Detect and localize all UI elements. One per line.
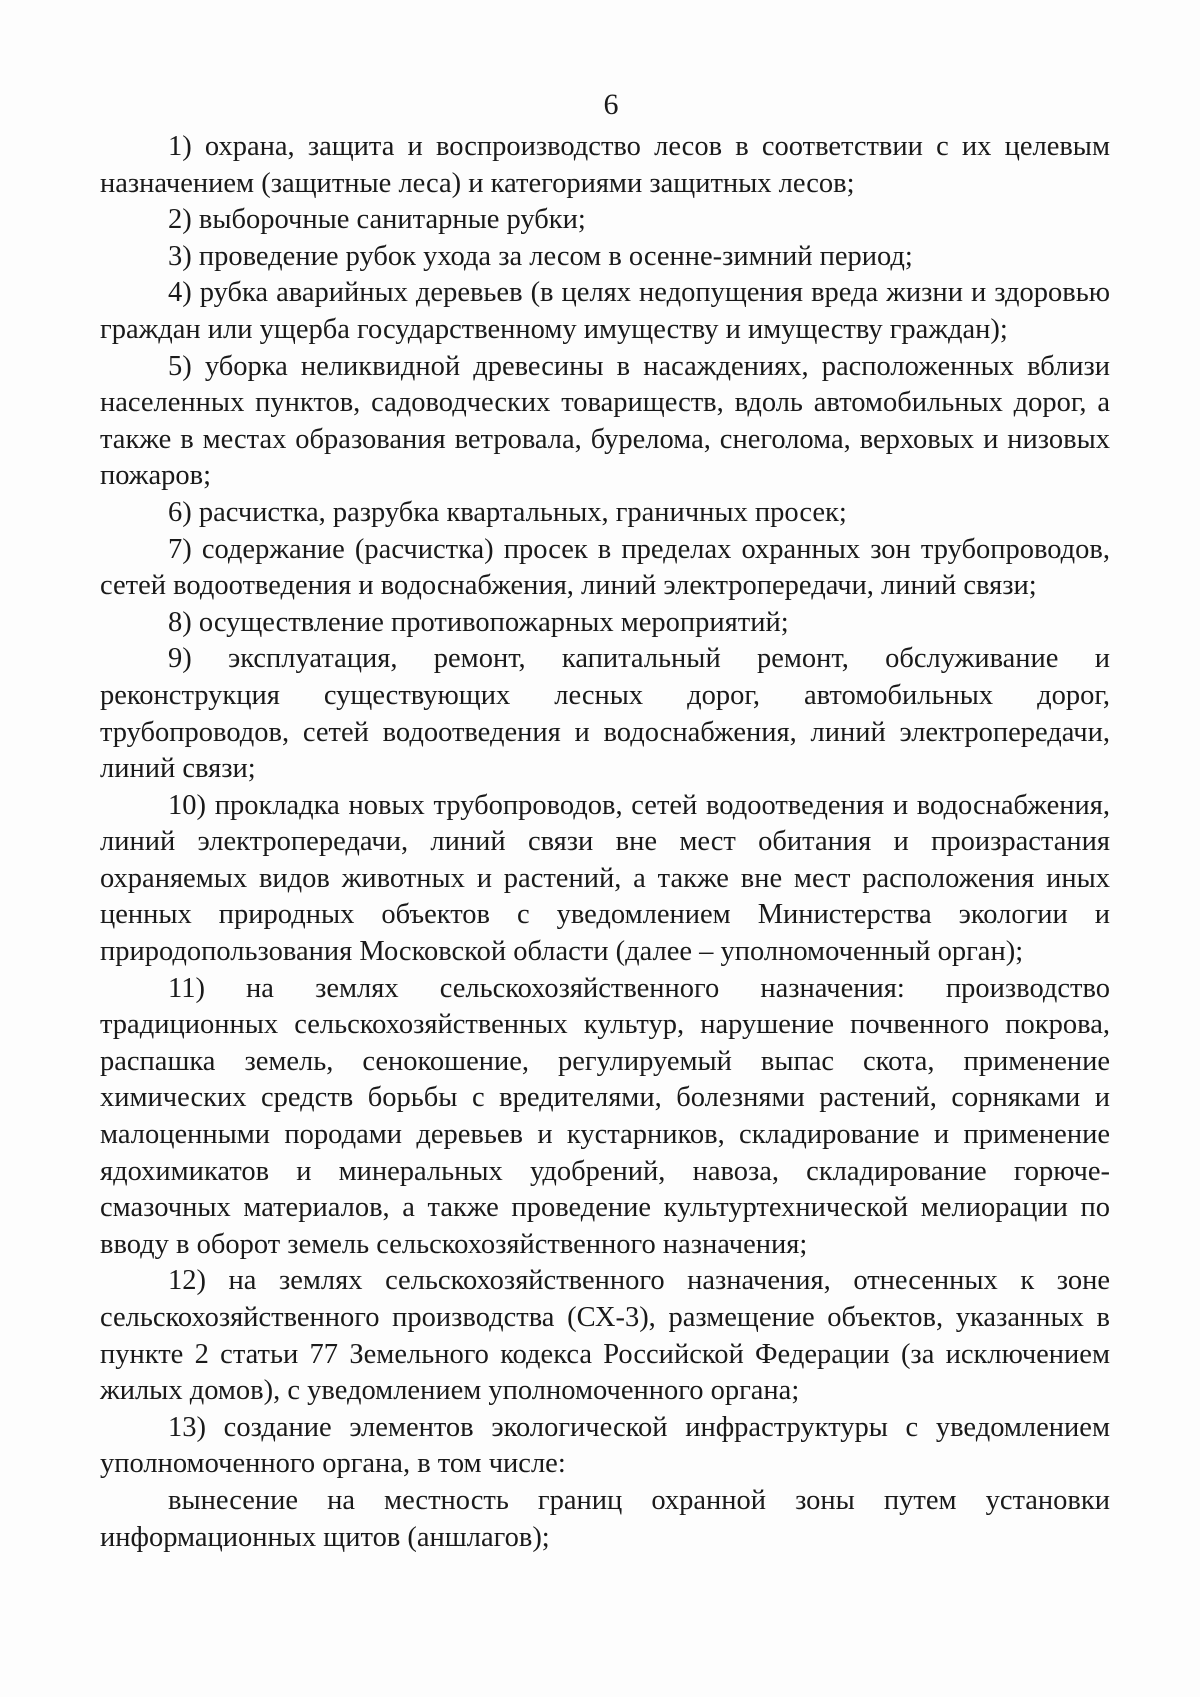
list-item-10: 10) прокладка новых трубопроводов, сетей водоотведения и водоснабжения, линий электропередачи, линий связи вне мест обитания и произрастания охраняемых видов животных и растений, а также вне мест расположения иных ценных природных объектов с уведомлением Министерства экологии и природопользования Московской области (далее – уполномоченный орган); xyxy=(100,789,1110,968)
list-item-4: 4) рубка аварийных деревьев (в целях недопущения вреда жизни и здоровью граждан или ущерба государственному имуществу и имуществу граждан); xyxy=(100,277,1110,345)
list-item-6: 6) расчистка, разрубка квартальных, граничных просек; xyxy=(168,496,847,528)
document-body xyxy=(100,129,1110,1556)
list-item-5: 5) уборка неликвидной древесины в насаждениях, расположенных вблизи населенных пунктов, садоводческих товариществ, вдоль автомобильных дорог, а также в местах образования ветровала, бурелома, снеголома, верховых и низовых пожаров; xyxy=(100,350,1110,492)
list-item-3: 3) проведение рубок ухода за лесом в осенне-зимний период; xyxy=(168,240,913,272)
list-item-13: 13) создание элементов экологической инфраструктуры с уведомлением уполномоченного органа, в том числе: xyxy=(100,1411,1110,1480)
list-item-7: 7) содержание (расчистка) просек в пределах охранных зон трубопроводов, сетей водоотведения и водоснабжения, линий электропередачи, линий связи; xyxy=(100,533,1110,602)
list-item-11: 11) на землях сельскохозяйственного назначения: производство традиционных сельскохозяйственных культур, нарушение почвенного покрова, распашка земель, сенокошение, регулируемый выпас скота, применение химических средств борьбы с вредителями, болезнями растений, сорняками и малоценными породами деревьев и кустарников, складирование и применение ядохимикатов и минеральных удобрений, навоза, складирование горюче-смазочных материалов, а также проведение культуртехнической мелиорации по вводу в оборот земель сельскохозяйственного назначения; xyxy=(100,972,1110,1260)
list-item-9: 9) эксплуатация, ремонт, капитальный ремонт, обслуживание и реконструкция существующих лесных дорог, автомобильных дорог, трубопроводов, сетей водоотведения и водоснабжения, линий электропередачи, линий связи; xyxy=(100,643,1110,785)
list-item-1: 1) охрана, защита и воспроизводство лесов в соответствии с их целевым назначением (защитные леса) и категориями защитных лесов; xyxy=(100,131,1110,199)
list-item-2: 2) выборочные санитарные рубки; xyxy=(168,204,586,236)
page-number: 6 xyxy=(603,88,619,121)
list-item-12: 12) на землях сельскохозяйственного назначения, отнесенных к зоне сельскохозяйственного производства (СХ-3), размещение объектов, указанных в пункте 2 статьи 77 Земельного кодекса Российской Федерации (за исключением жилых домов), с уведомлением уполномоченного органа; xyxy=(100,1265,1110,1407)
list-item-13-subitem: вынесение на местность границ охранной зоны путем установки информационных щитов (аншлагов); xyxy=(100,1484,1110,1553)
list-item-8: 8) осуществление противопожарных мероприятий; xyxy=(168,606,789,638)
